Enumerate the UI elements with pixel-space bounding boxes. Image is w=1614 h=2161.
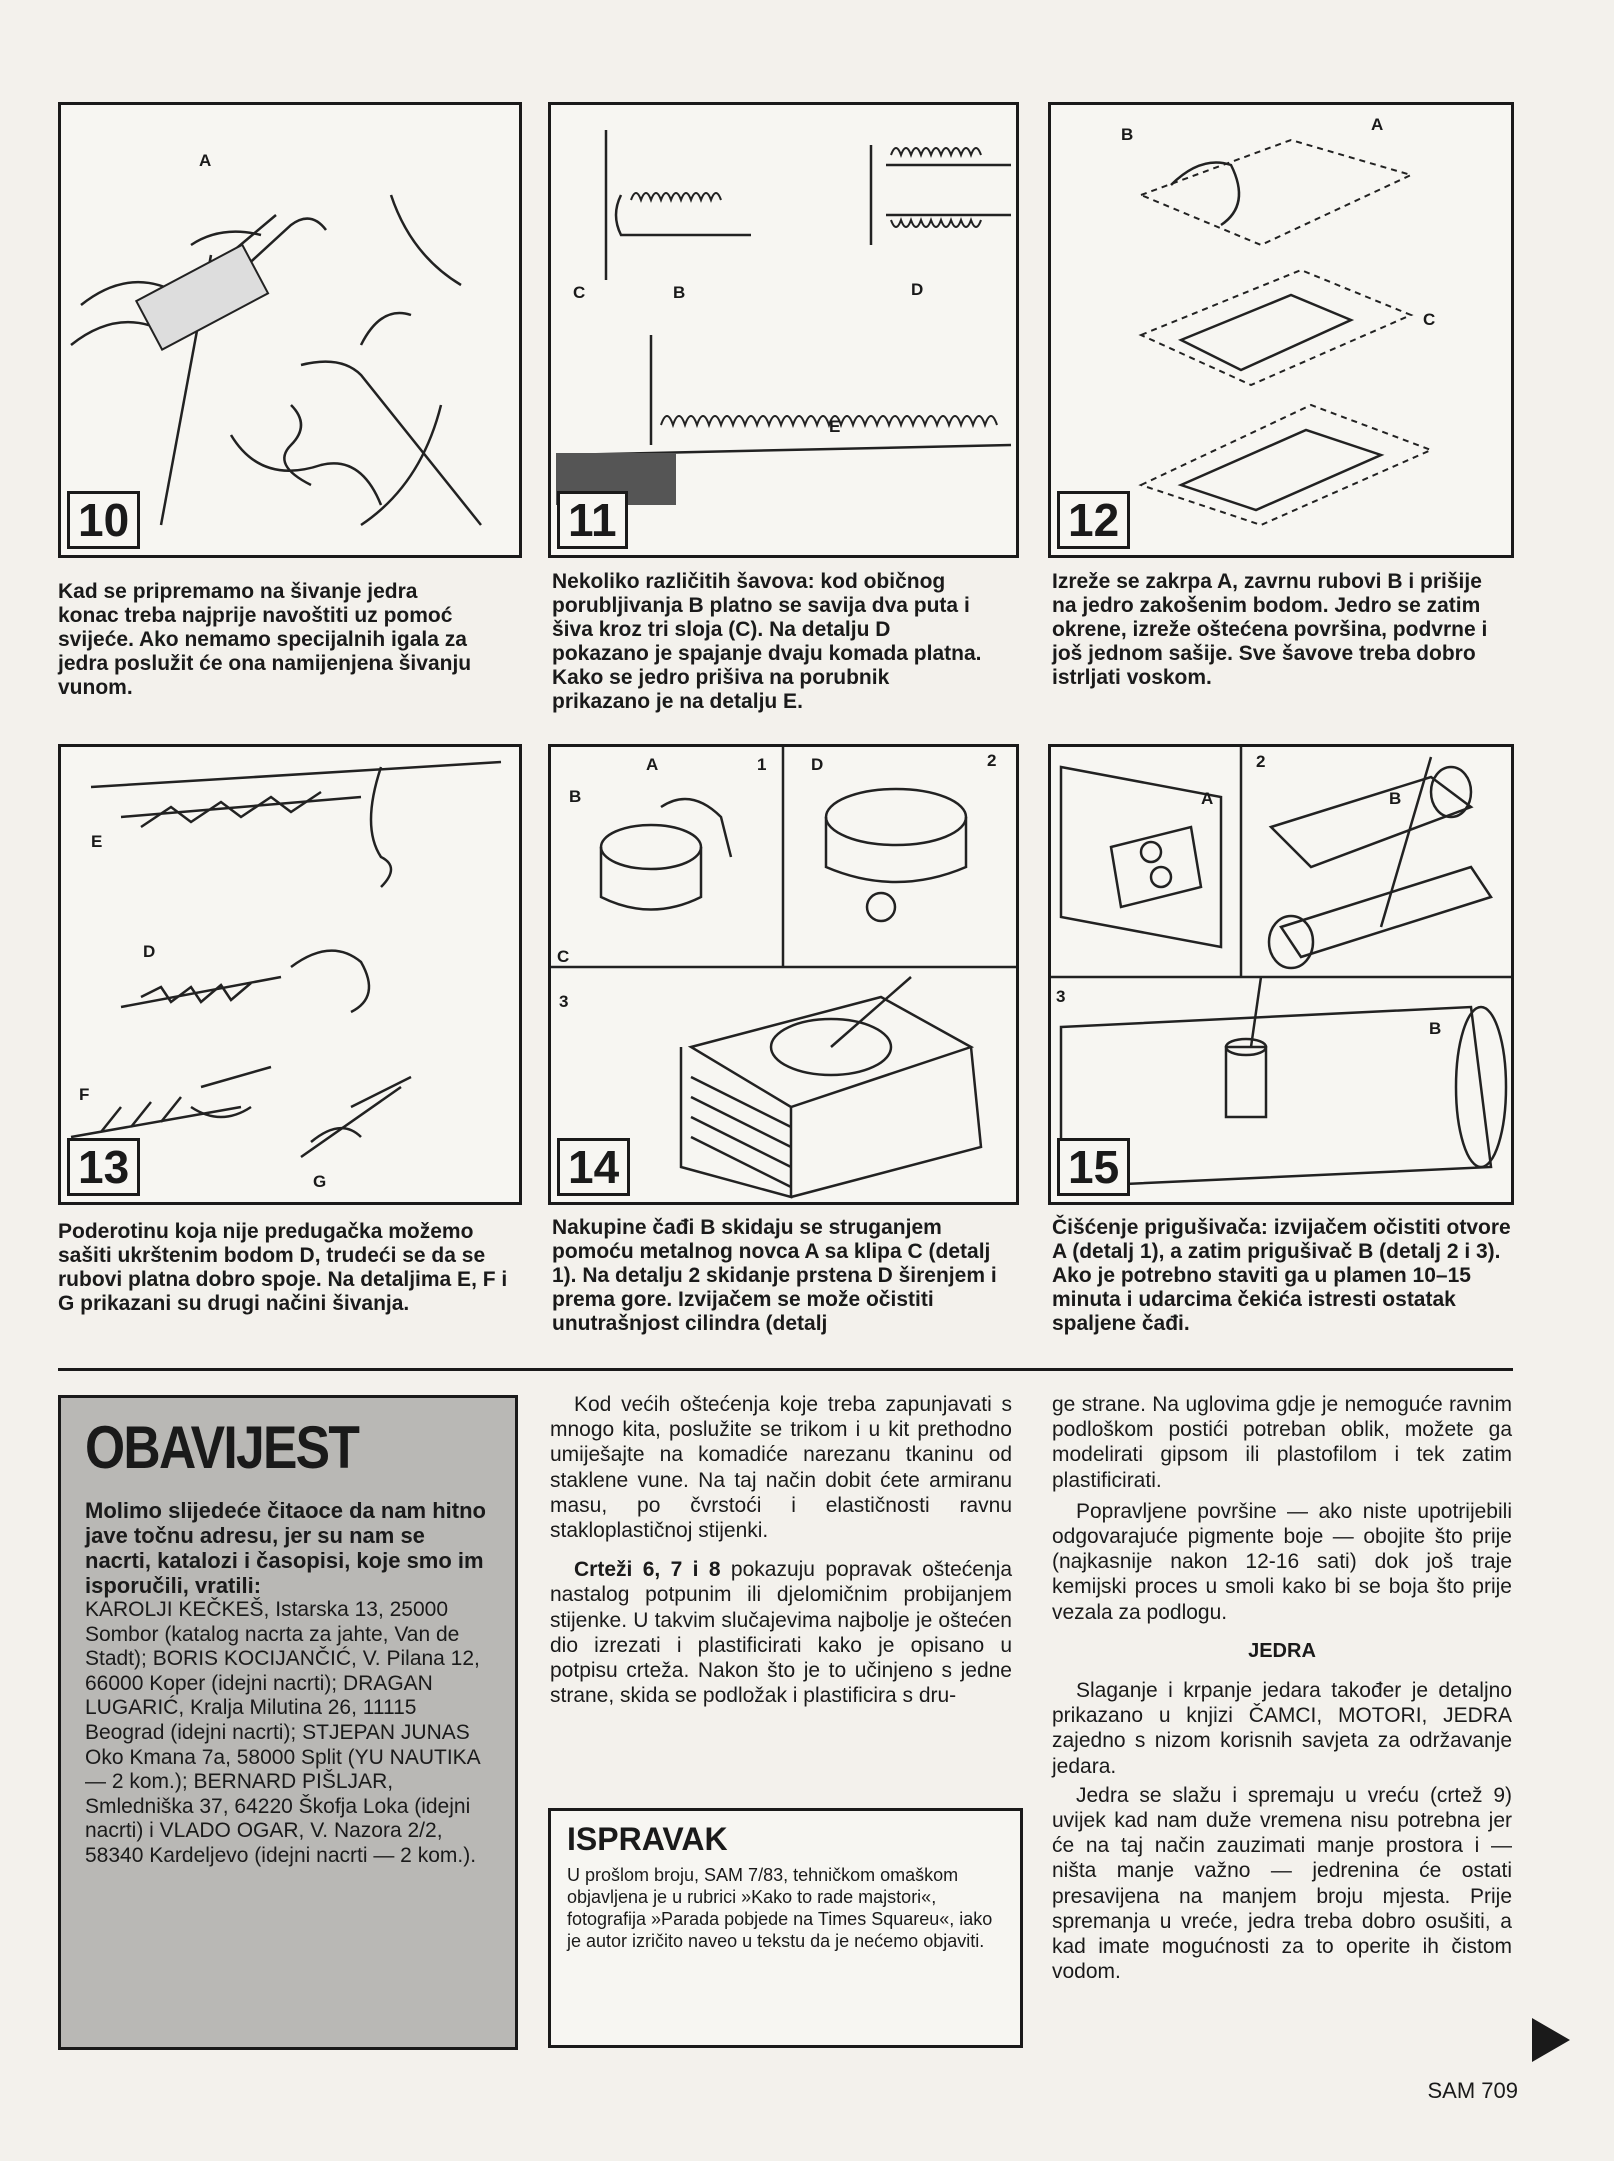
article-paragraph: Slaganje i krpanje jedara također je detaljno prikazano u knjizi ČAMCI, MOTORI, JEDRA zajedno s nizom korisnih savjeta za održavanje jedara. [1052, 1679, 1512, 1778]
caption-13: Poderotinu koja nije predugačka možemo sašiti ukrštenim bodom D, trudeći se da se rubovi platna dobro spoje. Na detaljima E, F i G prikazani su drugi načini šivanja. [58, 1220, 508, 1315]
correction-box [548, 1808, 1023, 2048]
figure-panel-12 [1048, 102, 1514, 558]
correction-body: U prošlom broju, SAM 7/83, tehničkom omaškom objavljena je u rubrici »Kako to rade majstori«, fotografija »Parada pobjede na Times Squareu«, iako je autor izričito naveo u tekstu da je nećemo objaviti. [567, 1865, 993, 1951]
article-paragraph [550, 1557, 1012, 1708]
article-paragraph: ge strane. Na uglovima gdje je nemoguće ravnim podloškom postići potreban oblik, možete ga modelirati gipsom ili plastofilom i tek zatim plastificirati. [1052, 1393, 1512, 1492]
figure-panel-13 [58, 744, 522, 1205]
label-d: D [811, 755, 824, 774]
notice-box [58, 1395, 518, 2050]
label-detail-3: 3 [559, 992, 569, 1011]
seam-types-illustration [551, 105, 1016, 555]
label-b: B [569, 787, 582, 806]
caption-11: Nekoliko različitih šavova: kod običnog porubljivanja B platno se savija dva puta i šiva kroz tri sloja (C). Na detalju D pokazano je spajanje dvaju komada platna. Kako se jedro prišiva na porubnik prikazano je na detalju E. [552, 570, 982, 713]
label-a: A [199, 151, 212, 170]
label-b: B [673, 283, 686, 302]
paragraph-text: pokazuju popravak oštećenja nastalog potpunim ili djelomičnim probijanjem stijenke. U takvim slučajevima najbolje je oštećen dio izrezati i plastificirati kako je opisano u potpisu crteža. Nakon što je to učinjeno s jedne strane, skida se podložak i plastificira s dru- [550, 1558, 1013, 1708]
label-d: D [143, 942, 156, 961]
label-detail-2: 2 [1256, 752, 1266, 771]
piston-cleaning-illustration [551, 747, 1016, 1202]
page-footer: SAM 709 [1427, 2078, 1518, 2103]
label-c: C [1423, 310, 1436, 329]
figure-panel-14 [548, 744, 1019, 1205]
label-e: E [91, 832, 103, 851]
correction-title: ISPRAVAK [567, 1821, 728, 1857]
figure-panel-15 [1048, 744, 1514, 1205]
label-detail-3: 3 [1056, 987, 1066, 1006]
section-heading: JEDRA [1248, 1639, 1316, 1662]
panel-number: 12 [1057, 491, 1130, 549]
article-paragraph: Jedra se slažu i spremaju u vreću (crtež 9) uvijek kad nam duže vremena nisu potrebna jer će na taj način zauzimati manje prostora i — ništa manje važno — jedrenina će ostati presavijena na manjem broju mjesta. Prije spremanja u vreće, jedra treba dobro osušiti, a kad imate mogućnosti za to operite ih čistom vodom. [1052, 1783, 1512, 1984]
label-detail-2: 2 [987, 751, 997, 770]
label-a: A [646, 755, 659, 774]
notice-intro: Molimo slijedeće čitaoce da nam hitno jave točnu adresu, jer su nam se nacrti, katalozi i časopisi, koje smo im isporučili, vratili: [85, 1498, 486, 1598]
muffler-cleaning-illustration [1051, 747, 1511, 1202]
notice-body: KAROLJI KEČKEŠ, Istarska 13, 25000 Sombor (katalog nacrta za jahte, Van de Stadt); BORIS KOCIJANČIĆ, V. Pilana 12, 66000 Koper (idejni nacrti); DRAGAN LUGARIĆ, Kralja Milutina 26, 11115 Beograd (idejni nacrti); STJEPAN JUNAS Oko Kmana 7a, 58000 Split (YU NAUTIKA — 2 kom.); BERNARD PIŠLJAR, Smledniška 37, 64220 Škofja Loka (idejni nacrti) i VLADO OGAR, V. Nazora 2/2, 58340 Kardeljevo (idejni nacrti — 2 kom.). [85, 1598, 480, 1867]
label-b-lower: B [1429, 1019, 1442, 1038]
caption-12: Izreže se zakrpa A, zavrnu rubovi B i prišije na jedro zakošenim bodom. Jedro se zatim okrene, izreže oštećena površina, podvrne i još jednom sašije. Sve šavove treba dobro istrljati voskom. [1052, 570, 1488, 689]
label-a: A [1201, 789, 1214, 808]
label-d: D [911, 280, 924, 299]
label-e: E [829, 417, 841, 436]
article-paragraph: Popravljene površine — ako niste upotrijebili odgovarajuće pigmente boje — obojite što prije (najkasnije nakon 12-16 sati) dok još traje kemijski proces u smoli kako bi se boja što prije vezala za podlogu. [1052, 1499, 1512, 1624]
notice-title: OBAVIJEST [85, 1414, 359, 1481]
triangle-right-icon [1532, 2018, 1570, 2062]
figure-panel-10 [58, 102, 522, 558]
panel-number: 10 [67, 491, 140, 549]
label-b: B [1121, 125, 1134, 144]
label-g: G [313, 1172, 327, 1191]
label-f: F [79, 1085, 90, 1104]
article-paragraph: Kod većih oštećenja koje treba zapunjavati s mnogo kita, poslužite se trikom i u kit prethodno umiješajte na komadiće narezanu tkaninu od staklene vune. Na taj način dobit ćete armiranu masu, po čvrstoći i elastičnosti ravnu stakloplastičnoj stijenki. [550, 1393, 1012, 1543]
label-b: B [1389, 789, 1402, 808]
figure-panel-11 [548, 102, 1019, 558]
caption-14: Nakupine čađi B skidaju se struganjem pomoću metalnog novca A sa klipa C (detalj 1). Na detalju 2 skidanje prstena D širenjem i prema gore. Izvijačem se može očistiti unutrašnjost cilindra (detalj [552, 1216, 997, 1335]
cross-stitch-illustration [61, 747, 519, 1202]
label-c: C [557, 947, 570, 966]
panel-number: 13 [67, 1138, 140, 1196]
panel-number: 15 [1057, 1138, 1130, 1196]
label-c: C [573, 283, 586, 302]
article-column-2 [1052, 1392, 1512, 1984]
article-column-1 [550, 1392, 1012, 1708]
label-detail-1: 1 [757, 755, 767, 774]
label-a: A [1371, 115, 1384, 134]
sewing-wax-illustration [61, 105, 519, 555]
lead-text: Crteži 6, 7 i 8 [574, 1558, 721, 1582]
section-divider [58, 1368, 1513, 1371]
panel-number: 11 [557, 491, 628, 549]
caption-15: Čišćenje prigušivača: izvijačem očistiti otvore A (detalj 1), a zatim prigušivač B (detalj 2 i 3). Ako je potrebno staviti ga u plamen 10–15 minuta i udarcima čekića istresti ostatak spaljene čađi. [1052, 1216, 1511, 1335]
caption-10: Kad se pripremamo na šivanje jedra konac treba najprije navoštiti uz pomoć svijeće. Ako nemamo specijalnih igala za jedra poslužit će ona namijenjena šivanju vunom. [58, 580, 472, 699]
sail-patch-illustration [1051, 105, 1511, 555]
panel-number: 14 [557, 1138, 630, 1196]
